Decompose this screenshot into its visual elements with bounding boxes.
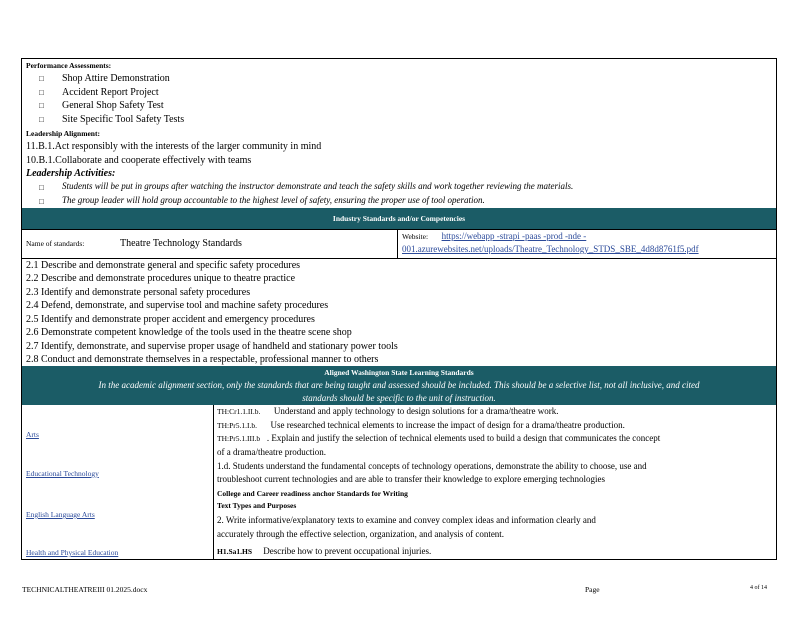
website-link-cont[interactable]: 001.azurewebsites.net/uploads/Theatre_Technology_STDS_SBE_4d8d8761f5.pdf xyxy=(402,244,699,254)
performance-item: Site Specific Tool Safety Tests xyxy=(62,114,185,125)
ela-types: Text Types and Purposes xyxy=(217,501,297,510)
arts-standard: TH:Pr5.1.III.b . Explain and justify the selection of technical elements used to build a design that communicates the concept xyxy=(217,433,661,443)
standard-item: 2.8 Conduct and demonstrate themselves in a respectable, professional manner to others xyxy=(26,354,379,365)
subject-label-arts[interactable]: Arts xyxy=(26,430,39,439)
bullet-icon: □ xyxy=(39,183,44,192)
website-link[interactable]: https://webapp -strapi -paas -prod -nde - xyxy=(441,231,587,241)
industry-header: Industry Standards and/or Competencies xyxy=(22,208,776,229)
standard-item: 2.3 Identify and demonstrate personal safety procedures xyxy=(26,287,251,298)
subject-label-ela[interactable]: English Language Arts xyxy=(26,510,95,519)
leadership-heading: Leadership Alignment: xyxy=(26,129,100,138)
ela-anchor: College and Career readiness anchor Standards for Writing xyxy=(217,489,408,498)
arts-standard: TH:Pr5.1.I.b. Use researched technical elements to increase the impact of design for a drama/theatre production. xyxy=(217,420,625,430)
subject-label-edtech[interactable]: Educational Technology xyxy=(26,469,99,478)
divider xyxy=(213,405,214,560)
aligned-note: In the academic alignment section, only the standards that are being taught and assessed should be included. This should be a selective list, not all inclusive, and cited xyxy=(98,380,700,390)
leadership-item: 10.B.1.Collaborate and cooperate effectively with teams xyxy=(26,155,252,166)
arts-standard: TH:Cr1.1.II.b. Understand and apply technology to design solutions for a drama/theatre work. xyxy=(217,406,559,416)
performance-heading: Performance Assessments: xyxy=(26,61,112,70)
subject-label-health[interactable]: Health and Physical Education xyxy=(26,548,119,557)
bullet-icon: □ xyxy=(39,197,44,206)
standard-item: 2.6 Demonstrate competent knowledge of the tools used in the theatre scene shop xyxy=(26,327,352,338)
footer-filename: TECHNICALTHEATREIII 01.2025.docx xyxy=(22,585,148,594)
activity-item: Students will be put in groups after watching the instructor demonstrate and teach the safety skills and work together reviewing the materials. xyxy=(62,181,574,191)
performance-item: Accident Report Project xyxy=(62,87,159,98)
edtech-standard-cont: troubleshoot current technologies and are able to transfer their knowledge to explore emerging technologies xyxy=(217,474,605,484)
performance-item: General Shop Safety Test xyxy=(62,100,164,111)
arts-standard-cont: of a drama/theatre production. xyxy=(217,447,326,457)
performance-item: Shop Attire Demonstration xyxy=(62,73,170,84)
bullet-icon: □ xyxy=(39,101,44,110)
ela-standard-cont: accurately through the effective selection, organization, and analysis of content. xyxy=(217,529,505,539)
standard-item: 2.7 Identify, demonstrate, and supervise proper usage of handheld and stationary power tools xyxy=(26,341,398,352)
bullet-icon: □ xyxy=(39,88,44,97)
standard-item: 2.1 Describe and demonstrate general and specific safety procedures xyxy=(26,260,301,271)
divider xyxy=(397,229,398,258)
standard-item: 2.2 Describe and demonstrate procedures unique to theatre practice xyxy=(26,273,296,284)
activities-heading: Leadership Activities: xyxy=(26,168,116,179)
aligned-header-band xyxy=(22,366,776,405)
edtech-standard: 1.d. Students understand the fundamental concepts of technology operations, demonstrate the ability to choose, use and xyxy=(217,461,647,471)
website-field: Website: https://webapp -strapi -paas -prod -nde - 001.azurewebsites.net/uploads/Theatre_Technology_STDS_SBE_4d8d8761f5.pdf xyxy=(402,231,699,254)
document-page xyxy=(21,58,777,560)
aligned-header: Aligned Washington State Learning Standards xyxy=(324,368,474,377)
bullet-icon: □ xyxy=(39,74,44,83)
footer-page-label: Page xyxy=(585,585,600,594)
aligned-note-cont: standards should be specific to the unit of instruction. xyxy=(302,393,496,403)
standards-name-label: Name of standards: xyxy=(26,239,85,248)
health-standard: H1.Sa1.HS Describe how to prevent occupational injuries. xyxy=(217,546,432,556)
activity-item: The group leader will hold group accountable to the highest level of safety, ensuring the proper use of tool operation. xyxy=(62,195,485,205)
bullet-icon: □ xyxy=(39,115,44,124)
standard-item: 2.4 Defend, demonstrate, and supervise tool and machine safety procedures xyxy=(26,300,329,311)
standards-name-value: Theatre Technology Standards xyxy=(120,238,242,249)
leadership-item: 11.B.1.Act responsibly with the interests of the larger community in mind xyxy=(26,141,322,152)
footer-page-number: 4 of 14 xyxy=(750,585,767,591)
standard-item: 2.5 Identify and demonstrate proper accident and emergency procedures xyxy=(26,314,315,325)
ela-standard: 2. Write informative/explanatory texts to examine and convey complex ideas and information clearly and xyxy=(217,515,596,525)
